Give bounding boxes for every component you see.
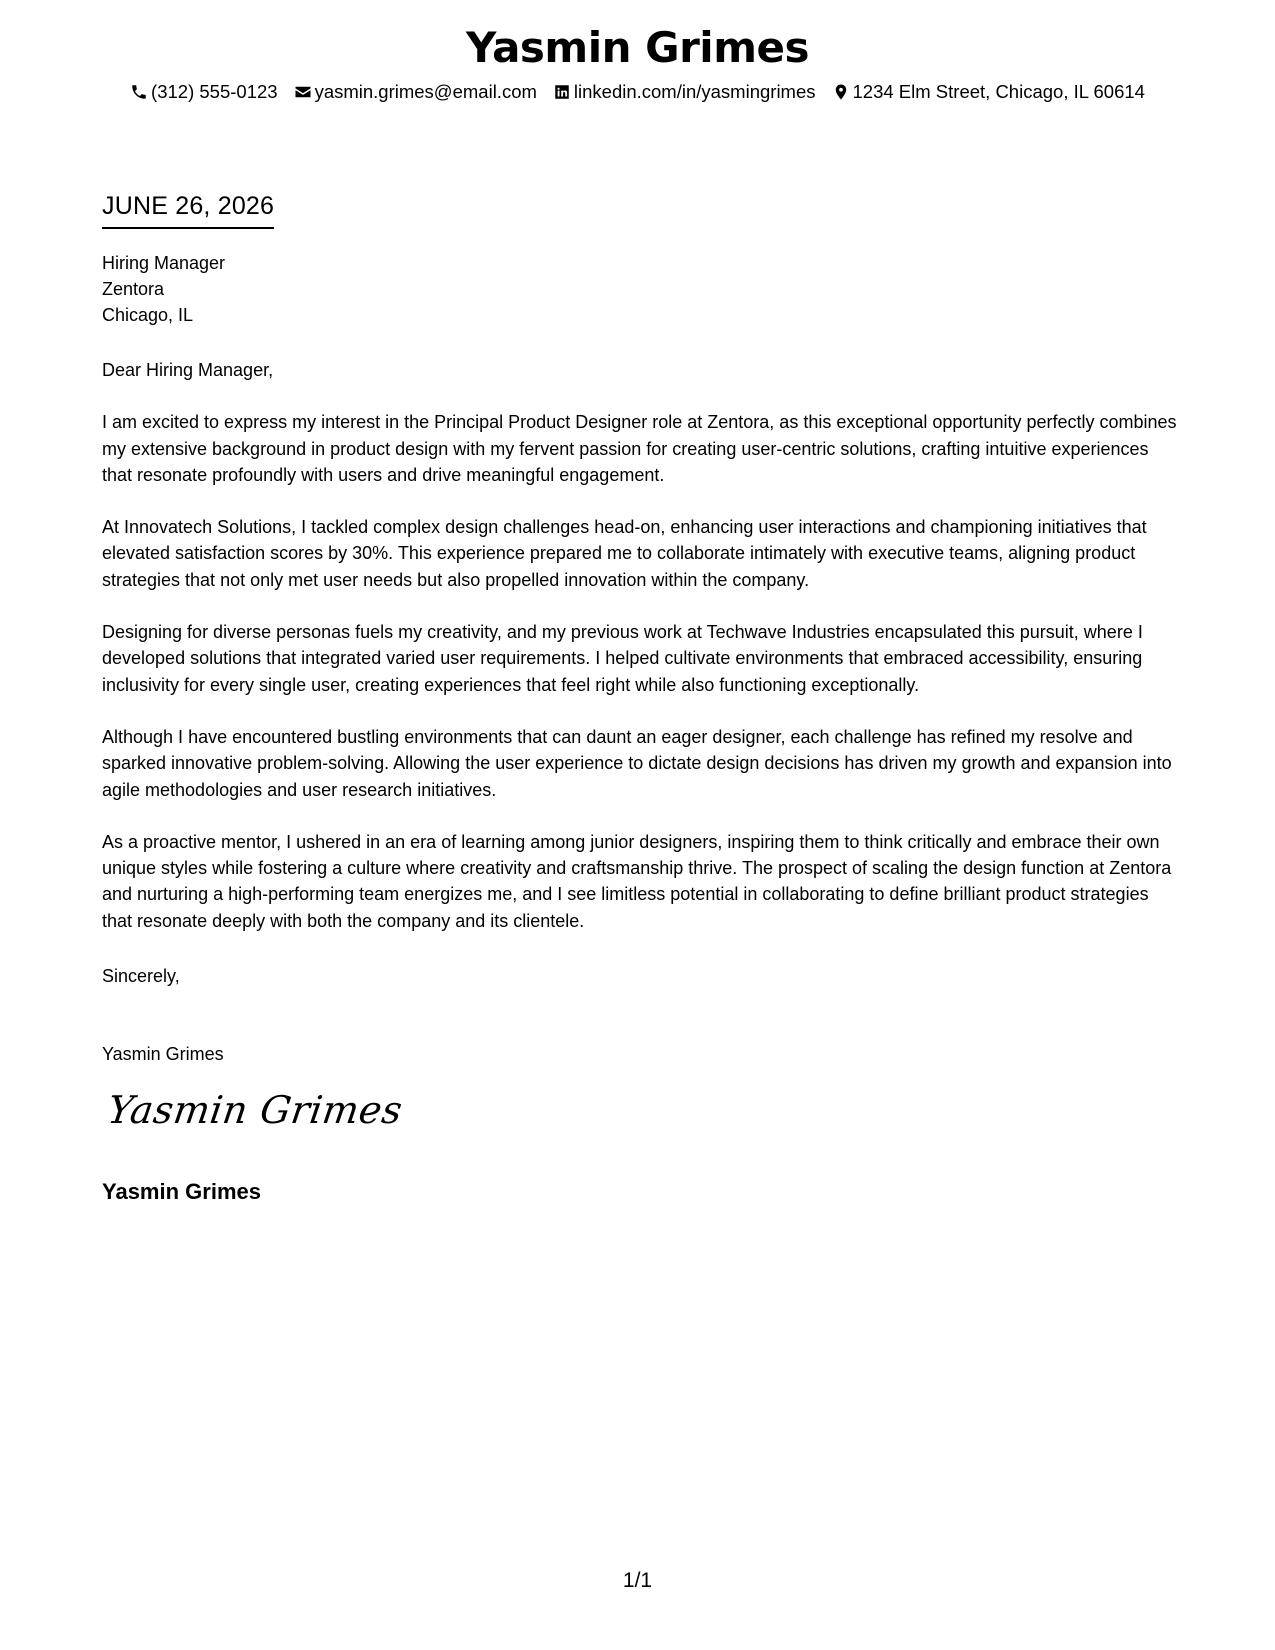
salutation: Dear Hiring Manager, <box>102 360 274 380</box>
body-paragraph: At Innovatech Solutions, I tackled complex design challenges head-on, enhancing user interactions and championing initiatives that elevated satisfaction scores by 30%. This experience prepared me to collaborate intimately with executive teams, aligning product strategies that not only met user needs but also propelled innovation within the company. <box>102 517 1147 590</box>
contact-phone <box>130 80 278 104</box>
recipient-company: Zentora <box>102 279 165 299</box>
email-text: yasmin.grimes@email.com <box>314 81 537 102</box>
phone-icon <box>130 83 148 101</box>
page-number: 1/1 <box>622 1569 653 1592</box>
contact-email <box>294 80 537 104</box>
map-marker-icon <box>832 83 850 101</box>
letter-date: JUNE 26, 2026 <box>102 190 274 229</box>
recipient-block <box>102 250 225 328</box>
address-text: 1234 Elm Street, Chicago, IL 60614 <box>852 81 1145 102</box>
recipient-location: Chicago, IL <box>102 305 194 325</box>
typed-name: Yasmin Grimes <box>102 1044 224 1064</box>
applicant-name: Yasmin Grimes <box>466 23 809 72</box>
contact-linkedin <box>553 80 816 104</box>
linkedin-icon <box>553 83 571 101</box>
closing: Sincerely, <box>102 966 180 986</box>
contact-bar <box>0 80 1275 104</box>
letter-body <box>102 357 1177 960</box>
linkedin-text: linkedin.com/in/yasmingrimes <box>573 81 816 102</box>
body-paragraph: Although I have encountered bustling environments that can daunt an eager designer, each challenge has refined my resolve and sparked innovative problem-solving. Allowing the user experience to dictate design decisions has driven my growth and expansion into agile methodologies and user research initiatives. <box>102 726 1172 800</box>
contact-address <box>832 80 1145 104</box>
letter-header <box>0 22 1275 104</box>
phone-text: (312) 555-0123 <box>151 81 278 102</box>
body-paragraph: As a proactive mentor, I ushered in an era of learning among junior designers, inspiring them to think critically and embrace their own unique styles while fostering a culture where creativity and craftsmanship thrive. The prospect of scaling the design function at Zentora and nurturing a high-performing team energizes me, and I see limitless potential in collaborating to define brilliant product strategies that resonate deeply with both the company and its clientele. <box>102 831 1172 931</box>
signoff-name: Yasmin Grimes <box>102 1179 261 1204</box>
recipient-title: Hiring Manager <box>102 253 226 273</box>
body-paragraph: I am excited to express my interest in the Principal Product Designer role at Zentora, as this exceptional opportunity perfectly combines my extensive background in product design with my fervent passion for creating user-centric solutions, crafting intuitive experiences that resonate profoundly with users and drive meaningful engagement. <box>102 412 1177 485</box>
envelope-icon <box>294 83 312 101</box>
handwritten-signature: Yasmin Grimes <box>104 1088 406 1132</box>
body-paragraph: Designing for diverse personas fuels my creativity, and my previous work at Techwave Industries encapsulated this pursuit, where I developed solutions that integrated varied user requirements. I helped cultivate environments that embraced accessibility, ensuring inclusivity for every single user, creating experiences that feel right while also functioning exceptionally. <box>102 622 1143 695</box>
